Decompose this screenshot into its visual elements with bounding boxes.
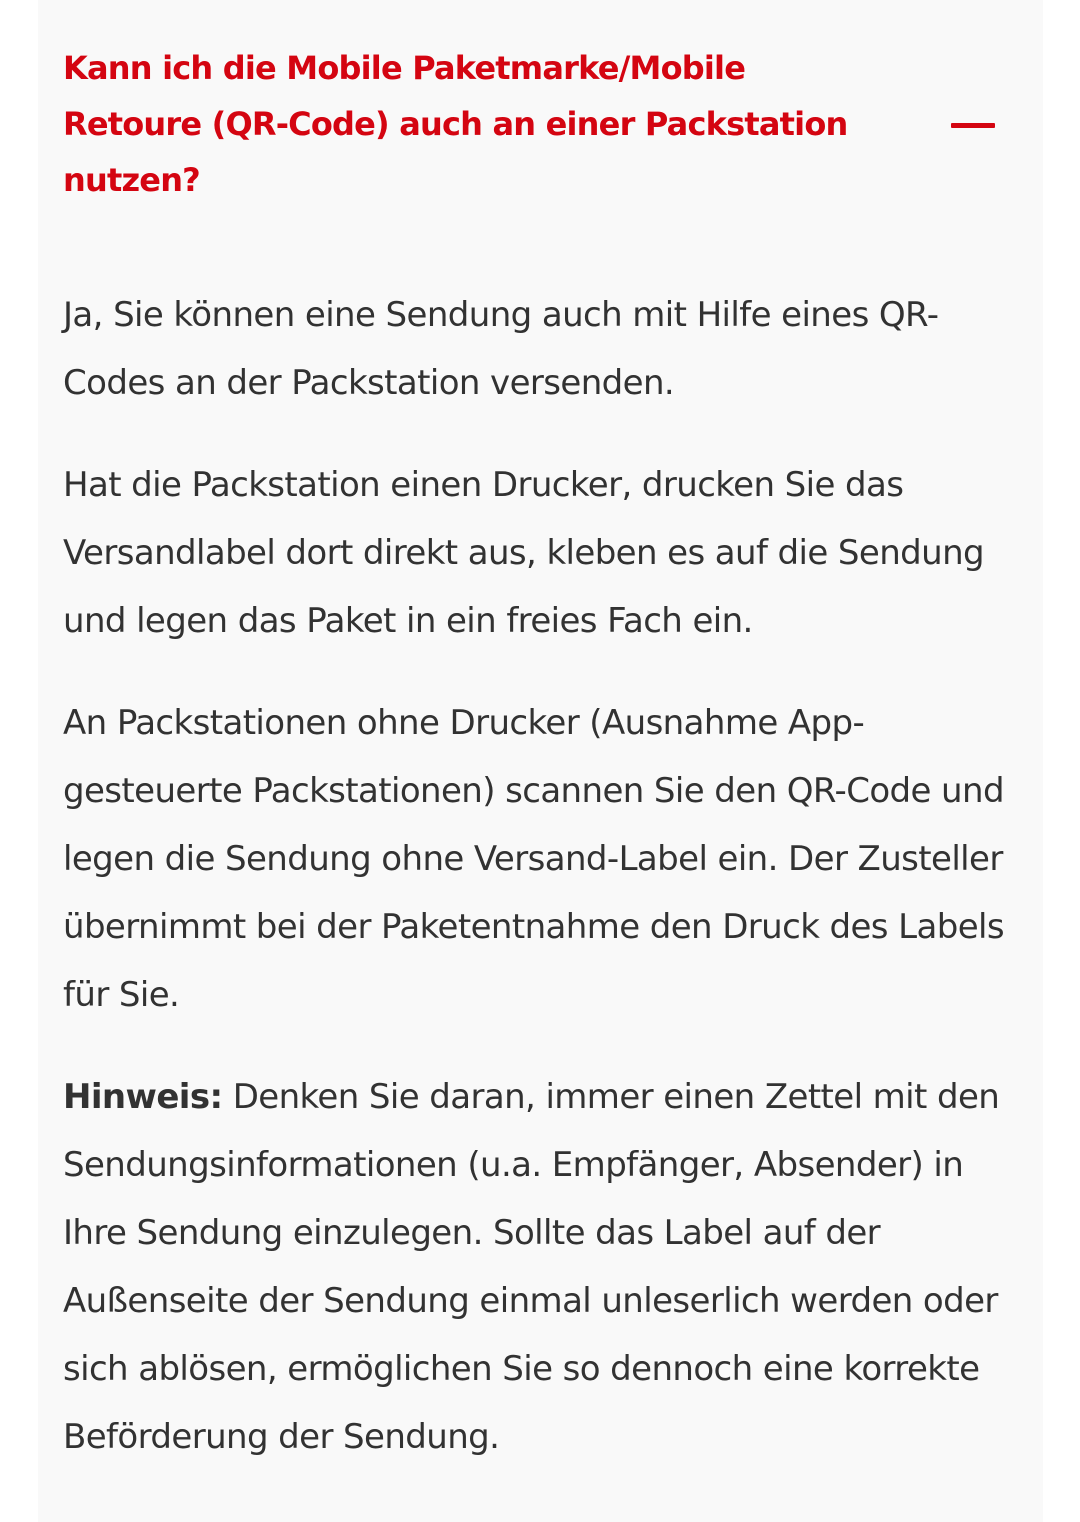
note-text: Denken Sie daran, immer einen Zettel mit den Sendungsinformationen (u.a. Empfänger, Absender) in Ihre Sendung einzulegen. Sollte das Label auf der Außenseite der Sendung einmal unleserlich werden oder sich ablösen, ermöglichen Sie so dennoch eine korrekte Beförderung der Sendung. <box>63 1077 1000 1457</box>
note-label: Hinweis: <box>63 1077 223 1117</box>
faq-accordion-item <box>38 0 1043 1522</box>
answer-paragraph: Hat die Packstation einen Drucker, drucken Sie das Versandlabel dort direkt aus, kleben es auf die Sendung und legen das Paket in ein freies Fach ein. <box>63 465 985 641</box>
answer-note <box>63 1063 1023 1471</box>
answer-paragraph: An Packstationen ohne Drucker (Ausnahme App-gesteuerte Packstationen) scannen Sie den QR-Code und legen die Sendung ohne Versand-Label ein. Der Zusteller übernimmt bei der Paketentnahme den Druck des Labels für Sie. <box>63 703 1004 1015</box>
minus-icon-bar <box>951 123 995 128</box>
faq-question-title[interactable]: Kann ich die Mobile Paketmarke/Mobile Retoure (QR-Code) auch an einer Packstation nutzen? <box>63 49 848 199</box>
faq-question-header[interactable] <box>63 40 1003 208</box>
faq-answer <box>63 281 1023 1505</box>
minus-icon[interactable] <box>950 113 996 137</box>
answer-paragraph: Ja, Sie können eine Sendung auch mit Hilfe eines QR-Codes an der Packstation versenden. <box>63 295 939 403</box>
